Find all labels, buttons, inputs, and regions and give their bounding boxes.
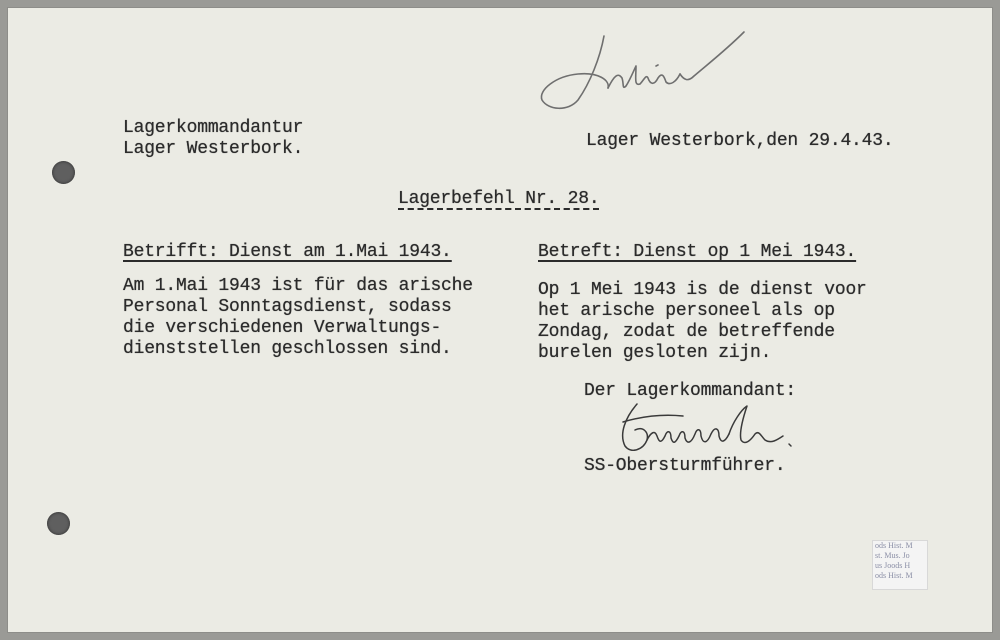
german-line-1: Am 1.Mai 1943 ist für das arische <box>123 276 473 296</box>
sender-line-1: Lagerkommandantur <box>123 118 304 138</box>
order-title: Lagerbefehl Nr. 28. <box>398 189 600 209</box>
german-line-4: dienststellen geschlossen sind. <box>123 339 452 359</box>
dutch-line-4: burelen gesloten zijn. <box>538 343 772 363</box>
punch-hole-bottom <box>47 512 70 535</box>
dutch-line-2: het arische personeel als op <box>538 301 835 321</box>
commandant-title: Der Lagerkommandant: <box>584 381 797 401</box>
place-date: Lager Westerbork,den 29.4.43. <box>586 131 894 151</box>
dutch-line-1: Op 1 Mei 1943 is de dienst voor <box>538 280 867 300</box>
german-line-3: die verschiedenen Verwaltungs- <box>123 318 442 338</box>
stamp-line: st. Mus. Jo <box>875 551 910 560</box>
rank-line: SS-Obersturmführer. <box>584 456 786 476</box>
german-subject: Betrifft: Dienst am 1.Mai 1943. <box>123 242 452 262</box>
dutch-line-3: Zondag, zodat de betreffende <box>538 322 835 342</box>
archive-stamp <box>872 540 928 590</box>
stamp-line: us Joods H <box>875 561 911 570</box>
sender-line-2: Lager Westerbork. <box>123 139 304 159</box>
stamp-line: ods Hist. M <box>875 571 913 580</box>
handwritten-archiv-note <box>538 28 758 118</box>
stamp-line: ods Hist. M <box>875 541 913 550</box>
document-page <box>8 8 992 632</box>
german-line-2: Personal Sonntagsdienst, sodass <box>123 297 452 317</box>
dutch-subject: Betreft: Dienst op 1 Mei 1943. <box>538 242 857 262</box>
punch-hole-top <box>52 161 75 184</box>
handwritten-signature <box>613 400 813 460</box>
